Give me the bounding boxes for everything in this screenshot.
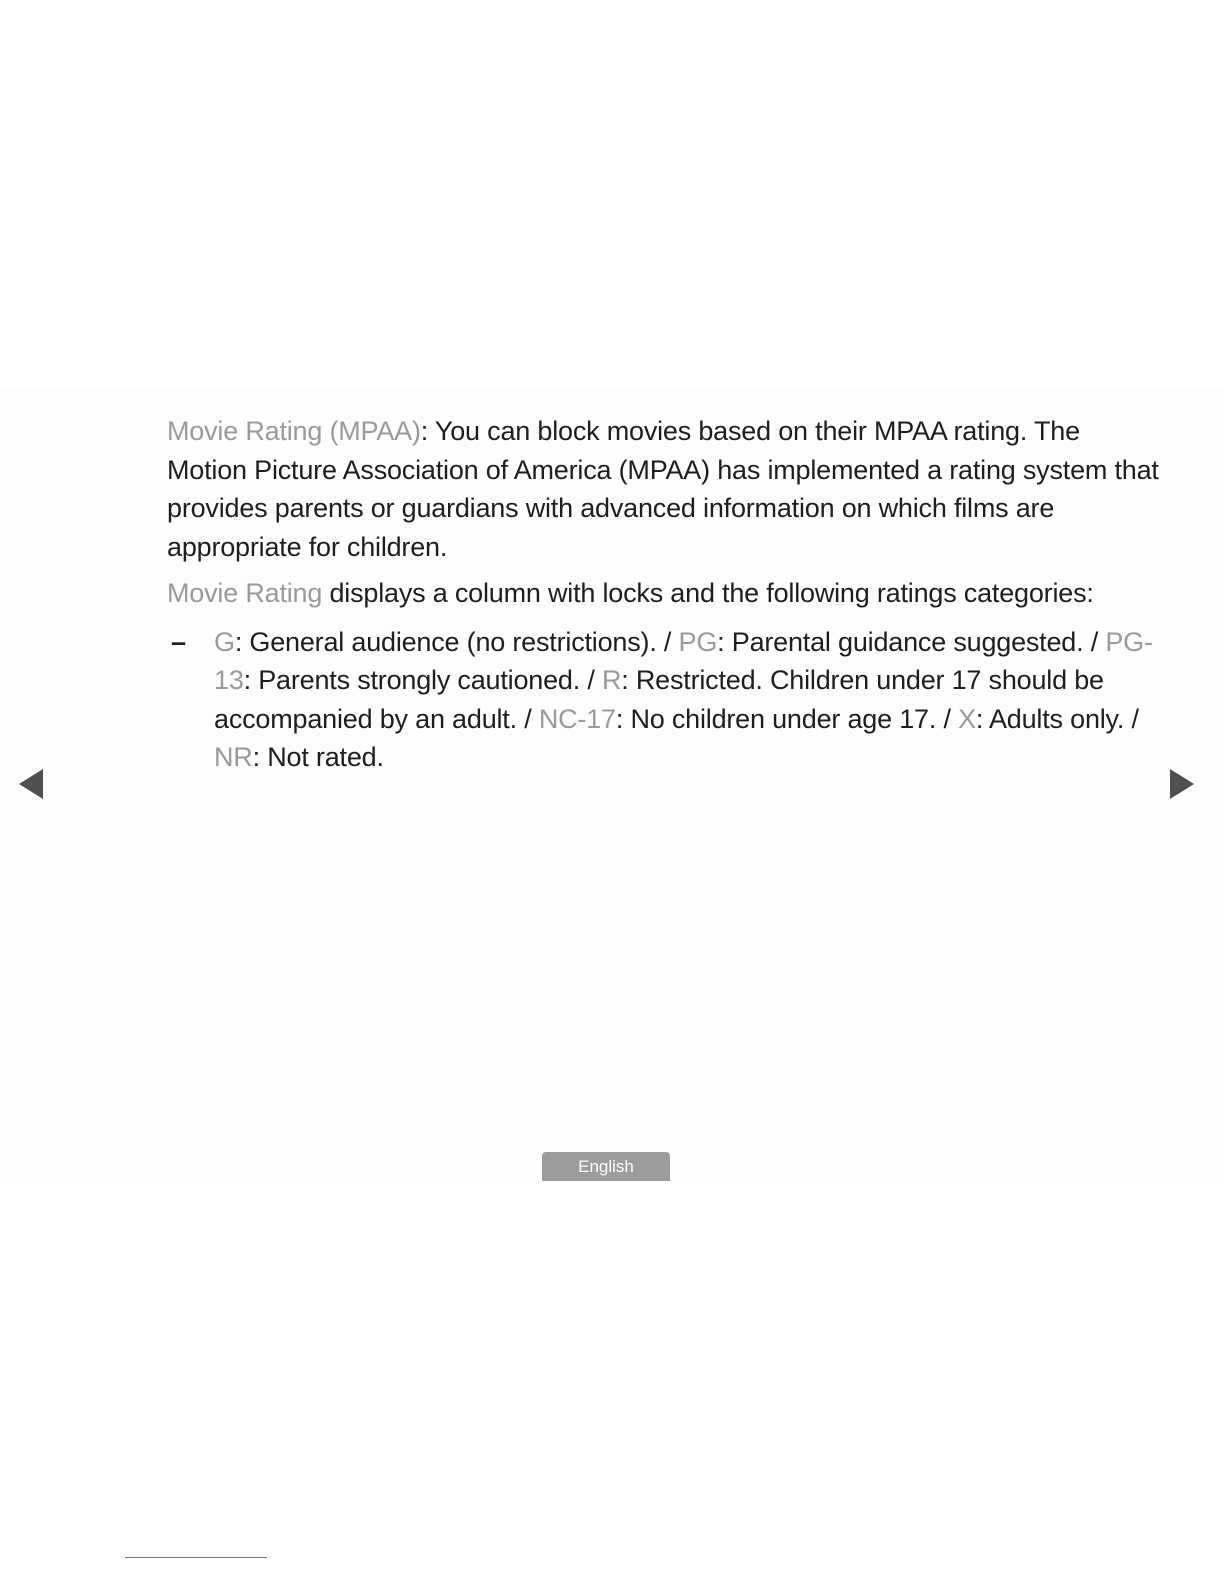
rating-desc-pg: : Parental guidance suggested. / (717, 626, 1106, 657)
rating-code-pg13: PG-13 (214, 626, 1153, 695)
manual-content (167, 412, 1167, 777)
rating-code-g: G (214, 626, 235, 657)
mpaa-intro-paragraph (167, 412, 1167, 566)
movie-rating-term: Movie Rating (167, 578, 323, 608)
rating-code-nr: NR (214, 742, 253, 772)
mpaa-intro-text: : You can block movies based on their MPAA rating. The Motion Picture Association of America (MPAA) has implemented a rating system that provides parents or guardians with advanced information on which films are appropriate for children. (167, 416, 1159, 562)
language-tab[interactable]: English (542, 1152, 670, 1181)
triangle-left-icon[interactable] (19, 769, 43, 799)
mpaa-heading: Movie Rating (MPAA) (167, 416, 421, 446)
rating-code-nc17: NC-17 (538, 703, 616, 734)
movie-rating-paragraph (167, 574, 1167, 613)
rating-code-r: R (601, 665, 622, 695)
rating-desc-nc17: : No children under age 17. / (615, 703, 959, 734)
bullet-dash: – (171, 626, 186, 657)
rating-desc-r: : Restricted. Children under 17 should be accompanied by an adult. / (214, 665, 1104, 734)
rating-desc-g: : General audience (no restrictions). / (234, 626, 679, 657)
rating-code-x: X (958, 703, 976, 734)
footer-link-underline (125, 1557, 267, 1558)
rating-desc-nr: : Not rated. (252, 742, 384, 772)
ratings-list (167, 623, 1167, 777)
rating-code-pg: PG (678, 626, 718, 657)
rating-desc-x: : Adults only. / (975, 703, 1139, 734)
triangle-right-icon[interactable] (1170, 769, 1194, 799)
rating-desc-pg13: : Parents strongly cautioned. / (243, 665, 602, 695)
ratings-list-item (167, 623, 1164, 777)
movie-rating-text: displays a column with locks and the following ratings categories: (322, 578, 1094, 608)
